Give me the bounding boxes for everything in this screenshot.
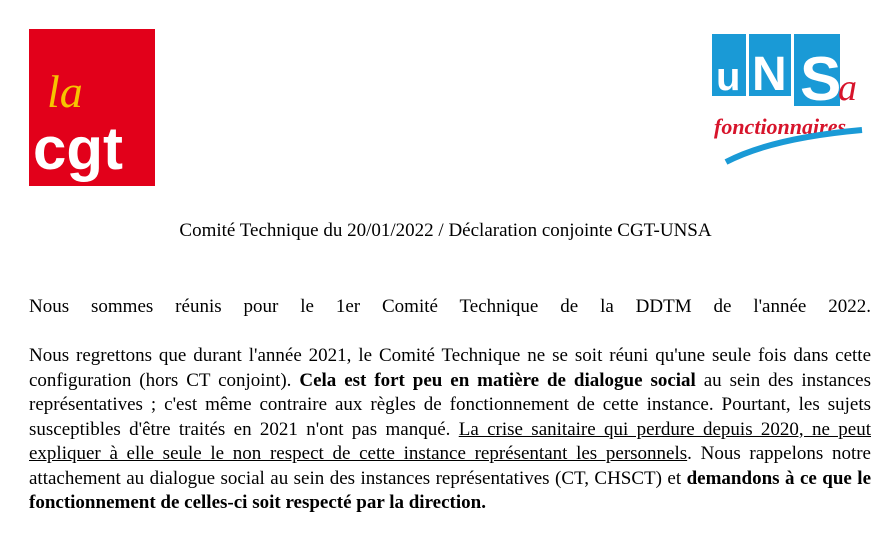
paragraph-intro-text: Nous sommes réunis pour le 1er Comité Technique de la DDTM de l'année 2022. <box>29 296 871 317</box>
cgt-logo-cgt: cgt <box>33 115 123 182</box>
unsa-fonctionnaires-logo <box>712 34 864 170</box>
unsa-letter-n: N <box>752 48 787 101</box>
para2-sentence-1: Nous regrettons que durant l'année 2021, le Comité Technique ne se soit réuni qu'une seule fois dans cette configuration (hors CT conjoint). <box>29 345 871 391</box>
cgt-logo-la: la <box>47 66 83 117</box>
cgt-logo <box>29 29 155 186</box>
paragraph-main <box>29 344 871 516</box>
unsa-subtitle: fonctionnaires <box>714 114 847 139</box>
paragraph-intro <box>29 295 871 320</box>
para2-sentence-2: au sein des instances représentatives ; c'est même contraire aux règles de fonctionnement de cette instance. Pourtant, les sujets susceptibles d'être traités en 2021 n'ont pas manqué. <box>29 369 872 440</box>
unsa-letter-s: S <box>800 45 842 114</box>
para2-underlined: La crise sanitaire qui perdure depuis 2020, ne peut expliquer à elle seule le non respect de cette instance représentant les personnels <box>29 418 871 464</box>
para2-sentence-3: . Nous rappelons notre attachement au dialogue social au sein des instances représentatives (CT, CHSCT) et <box>29 443 871 489</box>
para2-bold-2: demandons à ce que le fonctionnement de celles-ci soit respecté par la direction. <box>29 467 871 513</box>
unsa-letter-a: a <box>838 67 857 109</box>
para2-bold-1: Cela est fort peu en matière de dialogue social <box>299 369 696 391</box>
unsa-letter-u: u <box>716 55 741 99</box>
document-title: Comité Technique du 20/01/2022 / Déclaration conjointe CGT-UNSA <box>179 220 712 241</box>
